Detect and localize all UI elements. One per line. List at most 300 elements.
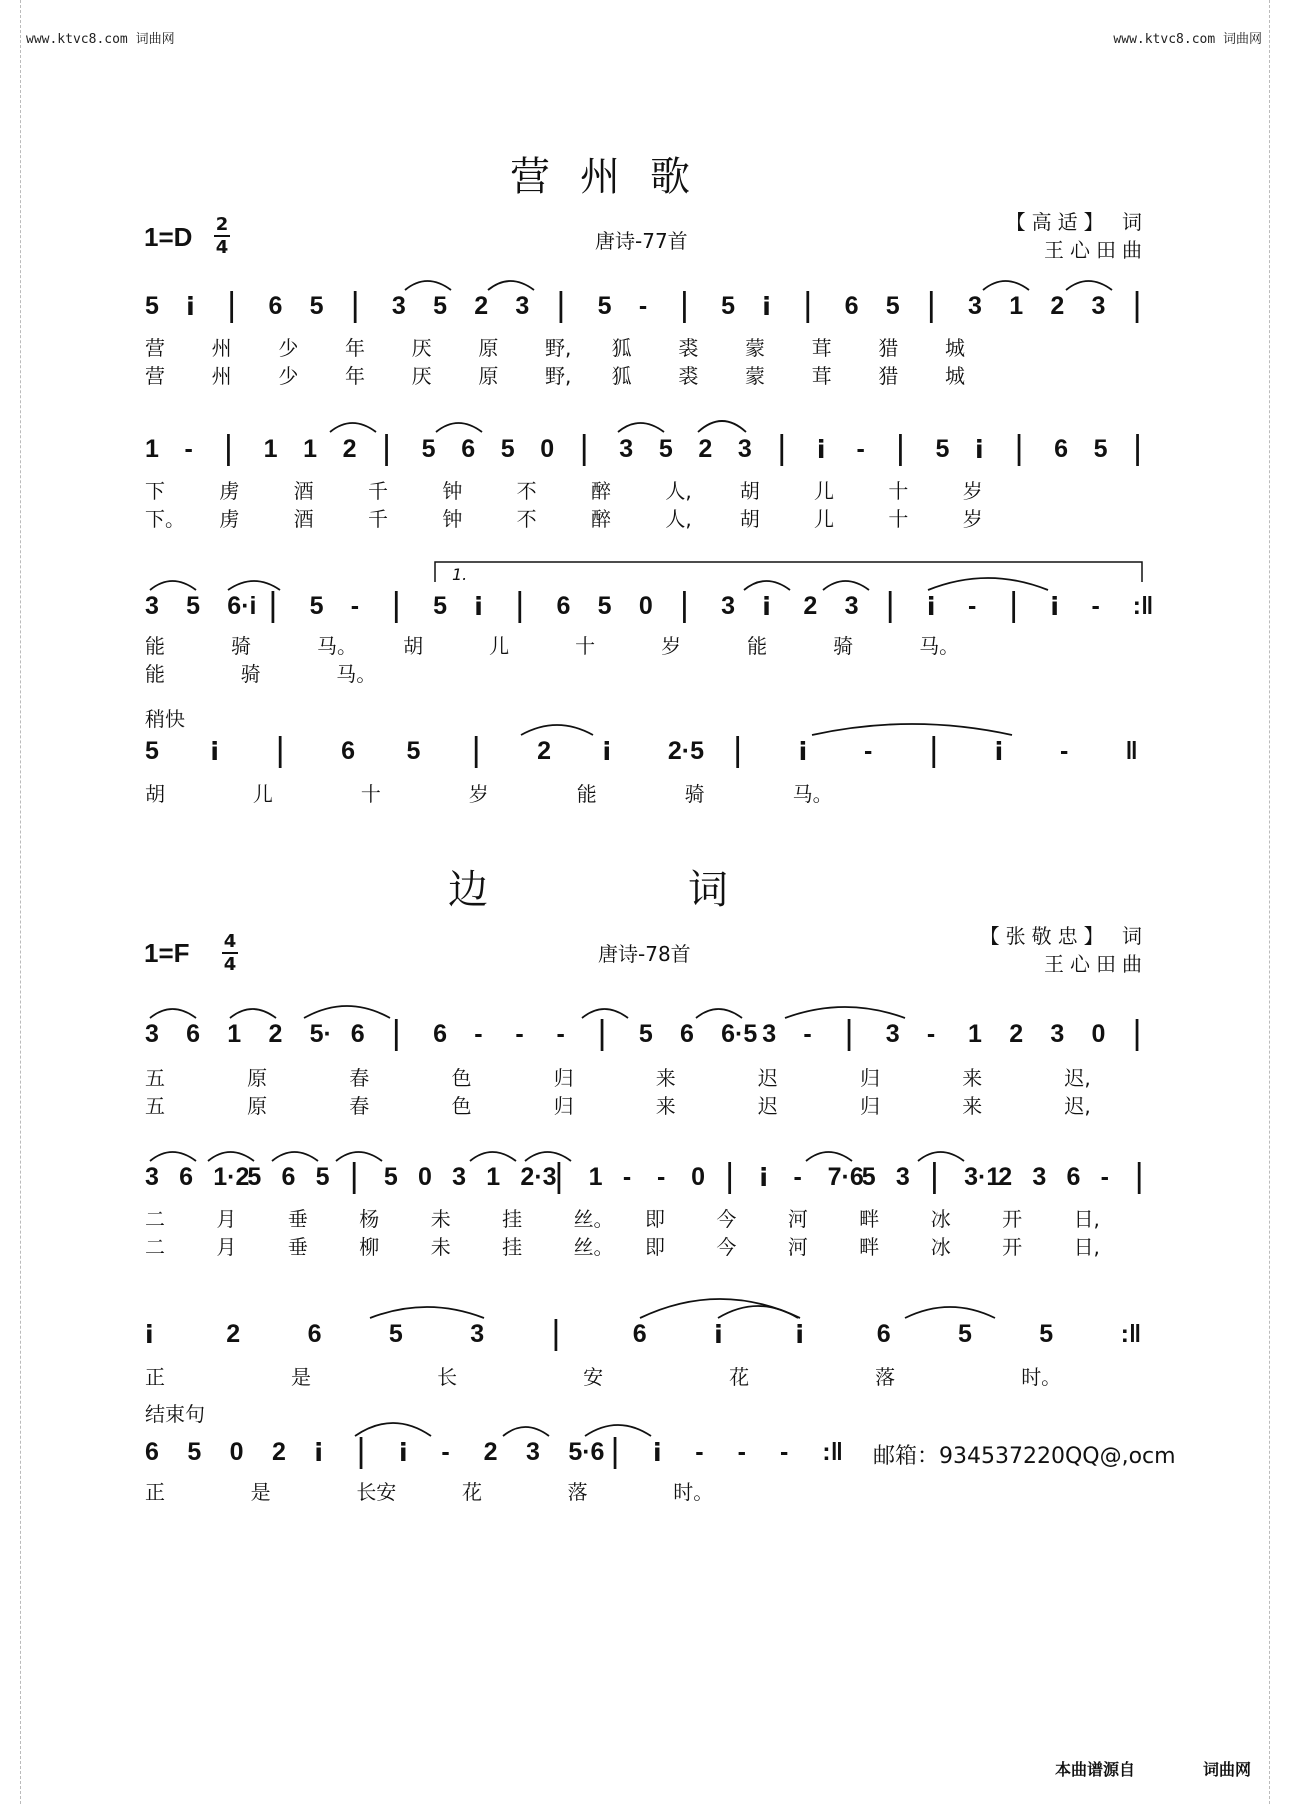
lyric-char: 垂 bbox=[287, 1207, 308, 1231]
barline: ‖ bbox=[1125, 737, 1138, 765]
jianpu-note: - bbox=[515, 1020, 524, 1048]
lyric-char: 柳 bbox=[359, 1235, 380, 1259]
lyric-char: 河 bbox=[787, 1235, 808, 1259]
barline: | bbox=[610, 1432, 620, 1470]
lyric-char: 花 bbox=[729, 1365, 750, 1389]
song1-composer: 王心田曲 bbox=[1044, 238, 1148, 262]
lyric-char: 茸 bbox=[811, 364, 832, 388]
jianpu-note: 5 bbox=[1093, 435, 1108, 463]
lyric-char: 猎 bbox=[878, 336, 899, 360]
lyric-char: 落 bbox=[875, 1365, 896, 1389]
jianpu-note: 6 bbox=[145, 1438, 159, 1466]
lyric-char: 即 bbox=[645, 1207, 665, 1231]
jianpu-note: 6 bbox=[433, 1020, 447, 1048]
jianpu-note: 5 bbox=[658, 435, 673, 463]
lyric-char: 十 bbox=[888, 507, 909, 531]
lyric-char: 今 bbox=[716, 1207, 737, 1231]
lyric-char: 迟, bbox=[1064, 1094, 1091, 1118]
jianpu-note: 5 bbox=[421, 435, 436, 463]
barline: :‖ bbox=[1132, 592, 1154, 620]
jianpu-note: 3 bbox=[844, 592, 859, 620]
jianpu-note: 3 bbox=[470, 1320, 485, 1348]
lyric-char: 厌 bbox=[411, 336, 432, 360]
jianpu-note: 3 bbox=[968, 292, 982, 320]
jianpu-note: - bbox=[793, 1163, 802, 1191]
jianpu-note: 3 bbox=[1050, 1020, 1065, 1048]
song2-credits bbox=[980, 922, 1148, 978]
lyric-char: 是 bbox=[291, 1365, 312, 1389]
barline: | bbox=[554, 1157, 564, 1195]
song2-line2-notes bbox=[145, 1157, 1145, 1203]
lyric-char: 月 bbox=[216, 1235, 237, 1259]
barline: | bbox=[349, 1157, 359, 1195]
jianpu-note: 6 bbox=[186, 1020, 201, 1048]
jianpu-note: - bbox=[1100, 1163, 1109, 1191]
barline: | bbox=[1133, 429, 1142, 467]
jianpu-note: 0 bbox=[691, 1163, 705, 1191]
jianpu-note: 3 bbox=[1091, 292, 1106, 320]
jianpu-note: 2·3 bbox=[520, 1163, 557, 1191]
jianpu-note: i bbox=[975, 435, 984, 464]
ending-label: 结束句 bbox=[145, 1402, 205, 1426]
barline: | bbox=[579, 429, 589, 467]
barline: | bbox=[1014, 429, 1024, 467]
lyric-char: 十 bbox=[888, 479, 909, 503]
jianpu-note: 3 bbox=[145, 592, 159, 620]
jianpu-note: 5 bbox=[500, 435, 515, 463]
lyric-char: 未 bbox=[430, 1207, 451, 1231]
lyric-char: 春 bbox=[349, 1066, 370, 1090]
jianpu-note: 3 bbox=[895, 1163, 910, 1191]
song2-title: 边词 bbox=[448, 867, 928, 913]
lyric-char: 挂 bbox=[502, 1207, 523, 1231]
lyric-char: 儿 bbox=[814, 479, 835, 503]
song2-lyricist: 【张敬忠】 词 bbox=[979, 924, 1148, 948]
song2-line1-lyrics-verse1 bbox=[145, 1062, 1145, 1088]
lyric-char: 野, bbox=[545, 336, 572, 360]
lyric-char: 千 bbox=[368, 479, 388, 503]
lyric-char: 长安 bbox=[356, 1480, 397, 1504]
jianpu-note: i bbox=[759, 1163, 768, 1192]
lyric-char: 狐 bbox=[611, 336, 632, 360]
barline: | bbox=[597, 1014, 607, 1052]
barline: | bbox=[1132, 286, 1142, 324]
lyric-char: 是 bbox=[250, 1480, 271, 1504]
lyric-char: 来 bbox=[655, 1066, 676, 1090]
lyric-char: 人, bbox=[665, 507, 692, 531]
lyric-char: 岁 bbox=[962, 479, 983, 503]
barline: | bbox=[391, 1014, 401, 1052]
jianpu-note: 5 bbox=[187, 1438, 202, 1466]
song2-line1-lyrics-verse2 bbox=[145, 1090, 1145, 1116]
jianpu-note: 6 bbox=[307, 1320, 322, 1348]
barline: | bbox=[515, 586, 525, 624]
right-dashed-margin bbox=[1269, 0, 1290, 1804]
lyric-char: 五 bbox=[145, 1066, 165, 1090]
lyric-char: 迟 bbox=[757, 1066, 778, 1090]
jianpu-note: i bbox=[795, 1320, 804, 1349]
lyric-char: 来 bbox=[655, 1094, 676, 1118]
lyric-char: 能 bbox=[145, 662, 165, 686]
barline: :‖ bbox=[822, 1438, 844, 1466]
song1-subtitle: 唐诗-77首 bbox=[595, 229, 688, 253]
lyric-char: 年 bbox=[345, 364, 365, 388]
song2-line3-notes bbox=[145, 1314, 1145, 1360]
jianpu-note: 3 bbox=[1032, 1163, 1047, 1191]
barline: | bbox=[926, 286, 936, 324]
barline: | bbox=[929, 1157, 939, 1195]
jianpu-note: 2 bbox=[226, 1320, 241, 1348]
lyric-char: 来 bbox=[962, 1066, 983, 1090]
jianpu-note: 2 bbox=[698, 435, 713, 463]
jianpu-note: - bbox=[1060, 737, 1069, 765]
jianpu-note: - bbox=[803, 1020, 812, 1048]
lyric-char: 能 bbox=[145, 634, 165, 658]
jianpu-note: 2 bbox=[483, 1438, 498, 1466]
jianpu-note: 6 bbox=[341, 737, 355, 765]
jianpu-note: 1 bbox=[263, 435, 278, 463]
song2-line2-lyrics-verse1 bbox=[145, 1203, 1145, 1229]
jianpu-note: 1 bbox=[486, 1163, 501, 1191]
jianpu-note: i bbox=[1050, 592, 1059, 621]
jianpu-note: 7·6 bbox=[827, 1163, 864, 1191]
barline: | bbox=[350, 286, 360, 324]
barline: | bbox=[268, 586, 278, 624]
jianpu-note: 5 bbox=[433, 292, 447, 320]
barline: | bbox=[356, 1432, 366, 1470]
barline: | bbox=[556, 286, 566, 324]
jianpu-note: - bbox=[474, 1020, 483, 1048]
jianpu-note: 3 bbox=[525, 1438, 540, 1466]
lyric-char: 挂 bbox=[502, 1235, 523, 1259]
jianpu-note: 6 bbox=[679, 1020, 694, 1048]
lyric-char: 日, bbox=[1073, 1235, 1100, 1259]
lyric-char: 今 bbox=[716, 1235, 737, 1259]
jianpu-note: 3 bbox=[391, 292, 406, 320]
song1-line2-lyrics-verse2 bbox=[145, 503, 1145, 529]
barline: | bbox=[382, 429, 391, 467]
jianpu-note: 3 bbox=[737, 435, 752, 463]
lyric-char: 骑 bbox=[240, 662, 261, 686]
lyric-char: 岁 bbox=[661, 634, 682, 658]
jianpu-note: 5 bbox=[958, 1320, 972, 1348]
barline: | bbox=[844, 1014, 854, 1052]
song2-composer: 王心田曲 bbox=[1044, 952, 1148, 976]
jianpu-note: 6 bbox=[179, 1163, 194, 1191]
jianpu-note: 5 bbox=[309, 292, 324, 320]
lyric-char: 来 bbox=[962, 1094, 983, 1118]
jianpu-note: 3 bbox=[145, 1020, 159, 1048]
lyric-char: 胡 bbox=[739, 479, 760, 503]
song2-line4-lyrics bbox=[145, 1476, 1145, 1502]
lyric-char: 日, bbox=[1073, 1207, 1100, 1231]
jianpu-note: 1 bbox=[227, 1020, 242, 1048]
jianpu-note: - bbox=[441, 1438, 450, 1466]
jianpu-note: 5 bbox=[145, 737, 159, 765]
jianpu-note: 5 bbox=[433, 592, 447, 620]
lyric-char: 归 bbox=[553, 1094, 574, 1118]
lyric-char: 醉 bbox=[591, 507, 612, 531]
lyric-char: 胡 bbox=[403, 634, 424, 658]
lyric-char: 杨 bbox=[359, 1207, 380, 1231]
lyric-char: 长 bbox=[437, 1365, 458, 1389]
song1-lyricist: 【高适】 词 bbox=[1005, 210, 1148, 234]
jianpu-note: 1 bbox=[145, 435, 159, 463]
jianpu-note: i bbox=[145, 1320, 154, 1349]
lyric-char: 未 bbox=[430, 1235, 451, 1259]
lyric-char: 丝。 bbox=[573, 1207, 614, 1231]
jianpu-note: - bbox=[622, 1163, 632, 1191]
lyric-char: 色 bbox=[451, 1094, 472, 1118]
jianpu-note: 1 bbox=[1009, 292, 1024, 320]
lyric-char: 酒 bbox=[293, 507, 314, 531]
jianpu-note: 5 bbox=[721, 292, 736, 320]
jianpu-note: i bbox=[762, 292, 771, 321]
lyric-char: 春 bbox=[349, 1094, 370, 1118]
lyric-char: 酒 bbox=[293, 479, 314, 503]
song1-line2-notes bbox=[145, 429, 1145, 475]
song1-line3-notes bbox=[145, 586, 1154, 632]
jianpu-note: 5 bbox=[309, 592, 324, 620]
jianpu-note: - bbox=[638, 292, 648, 320]
song1-key: 1=D bbox=[144, 222, 193, 252]
barline: | bbox=[895, 429, 905, 467]
lyric-char: 钟 bbox=[442, 479, 463, 503]
lyric-char: 月 bbox=[216, 1207, 237, 1231]
jianpu-note: 2 bbox=[998, 1163, 1013, 1191]
jianpu-note: 6 bbox=[268, 292, 283, 320]
barline: | bbox=[725, 1157, 735, 1195]
lyric-char: 二 bbox=[145, 1235, 165, 1259]
song2-time-signature: 4 4 bbox=[223, 931, 237, 975]
jianpu-note: i bbox=[210, 737, 219, 766]
lyric-char: 马。 bbox=[792, 782, 833, 806]
song2-line3-lyrics bbox=[145, 1361, 1145, 1387]
lyric-char: 开 bbox=[1002, 1235, 1023, 1259]
jianpu-note: 6 bbox=[1066, 1163, 1081, 1191]
jianpu-note: 3 bbox=[721, 592, 736, 620]
lyric-char: 儿 bbox=[814, 507, 835, 531]
jianpu-note: - bbox=[968, 592, 977, 620]
jianpu-note: 5 bbox=[935, 435, 950, 463]
barline: | bbox=[391, 586, 401, 624]
lyric-char: 钟 bbox=[442, 507, 463, 531]
jianpu-note: 5 bbox=[885, 292, 900, 320]
jianpu-note: 6 bbox=[1054, 435, 1068, 463]
lyric-char: 马。 bbox=[919, 634, 960, 658]
lyric-char: 岁 bbox=[468, 782, 489, 806]
jianpu-note: 5·6 bbox=[568, 1438, 605, 1466]
lyric-char: 骑 bbox=[684, 782, 705, 806]
jianpu-note: - bbox=[656, 1163, 666, 1191]
jianpu-note: - bbox=[863, 737, 873, 765]
jianpu-note: 5 bbox=[388, 1320, 403, 1348]
jianpu-note: i bbox=[762, 592, 771, 621]
barline: | bbox=[1132, 1014, 1142, 1052]
jianpu-note: 6 bbox=[281, 1163, 296, 1191]
jianpu-note: 0 bbox=[540, 435, 555, 463]
lyric-char: 州 bbox=[211, 364, 232, 388]
song1-line1-lyrics-verse2 bbox=[145, 360, 1145, 386]
lyric-char: 落 bbox=[567, 1480, 588, 1504]
lyric-char: 千 bbox=[368, 507, 388, 531]
lyric-char: 猎 bbox=[878, 364, 899, 388]
jianpu-note: - bbox=[1091, 592, 1100, 620]
jianpu-note: 5 bbox=[383, 1163, 398, 1191]
lyric-char: 少 bbox=[278, 336, 299, 360]
barline: | bbox=[679, 586, 689, 624]
jianpu-note: 6 bbox=[632, 1320, 647, 1348]
jianpu-note: 5 bbox=[247, 1163, 262, 1191]
jianpu-note: 2 bbox=[268, 1020, 283, 1048]
lyric-char: 虏 bbox=[219, 479, 240, 503]
jianpu-note: 5 bbox=[145, 292, 159, 320]
jianpu-note: 5 bbox=[861, 1163, 876, 1191]
footer-site[interactable]: 词曲网 bbox=[1203, 1760, 1252, 1779]
contact-email: 邮箱：934537220QQ@,ocm bbox=[873, 1444, 1176, 1469]
jianpu-note: 2 bbox=[342, 435, 357, 463]
lyric-char: 十 bbox=[575, 634, 596, 658]
lyric-char: 原 bbox=[478, 336, 499, 360]
jianpu-note: i bbox=[474, 592, 483, 621]
jianpu-note: 6·i bbox=[227, 592, 257, 620]
jianpu-note: 5· bbox=[309, 1020, 332, 1048]
jianpu-note: 5 bbox=[638, 1020, 653, 1048]
jianpu-note: 6 bbox=[350, 1020, 365, 1048]
lyric-char: 河 bbox=[787, 1207, 808, 1231]
song1-time-signature: 2 4 bbox=[215, 214, 229, 258]
barline: | bbox=[1134, 1157, 1144, 1195]
barline: | bbox=[227, 286, 237, 324]
jianpu-note: 1·2 bbox=[213, 1163, 250, 1191]
lyric-char: 时。 bbox=[1021, 1365, 1062, 1389]
jianpu-note: 3 bbox=[762, 1020, 777, 1048]
lyric-char: 二 bbox=[145, 1207, 165, 1231]
lyric-char: 胡 bbox=[145, 782, 165, 806]
lyric-char: 归 bbox=[860, 1066, 881, 1090]
jianpu-note: 6 bbox=[876, 1320, 891, 1348]
jianpu-note: i bbox=[602, 737, 612, 766]
lyric-char: 厌 bbox=[411, 364, 432, 388]
lyric-char: 原 bbox=[247, 1094, 268, 1118]
lyric-char: 裘 bbox=[678, 336, 699, 360]
volta-number: 1. bbox=[452, 565, 468, 584]
jianpu-note: 6 bbox=[461, 435, 476, 463]
song1-line3-lyrics-verse1 bbox=[145, 630, 1145, 656]
song2-subtitle: 唐诗-78首 bbox=[598, 942, 691, 966]
jianpu-note: 6·5 bbox=[721, 1020, 758, 1048]
jianpu-note: 1 bbox=[588, 1163, 603, 1191]
lyric-char: 原 bbox=[247, 1066, 268, 1090]
footer-source: 本曲谱源自 bbox=[1055, 1760, 1136, 1779]
jianpu-note: i bbox=[994, 737, 1004, 766]
lyric-char: 开 bbox=[1002, 1207, 1023, 1231]
jianpu-note: i bbox=[314, 1438, 323, 1467]
lyric-char: 能 bbox=[576, 782, 597, 806]
barline: | bbox=[471, 731, 481, 769]
lyric-char: 十 bbox=[360, 782, 381, 806]
lyric-char: 迟 bbox=[757, 1094, 778, 1118]
lyric-char: 原 bbox=[478, 364, 499, 388]
barline: | bbox=[885, 586, 895, 624]
song1-line3-lyrics-verse2 bbox=[145, 658, 1145, 684]
barline: | bbox=[929, 731, 939, 769]
lyric-char: 人, bbox=[665, 479, 692, 503]
lyric-char: 丝。 bbox=[573, 1235, 614, 1259]
jianpu-note: - bbox=[737, 1438, 746, 1466]
jianpu-note: i bbox=[798, 737, 808, 766]
lyric-char: 能 bbox=[747, 634, 768, 658]
jianpu-note: i bbox=[714, 1320, 723, 1349]
barline: | bbox=[733, 731, 743, 769]
jianpu-note: 1 bbox=[968, 1020, 982, 1048]
jianpu-note: 0 bbox=[229, 1438, 244, 1466]
jianpu-note: 5 bbox=[406, 737, 421, 765]
song1-line2-lyrics-verse1 bbox=[145, 475, 1145, 501]
lyric-char: 野, bbox=[545, 364, 572, 388]
lyric-char: 正 bbox=[145, 1365, 165, 1389]
lyric-char: 色 bbox=[451, 1066, 472, 1090]
barline: | bbox=[224, 429, 233, 467]
jianpu-note: 3 bbox=[619, 435, 634, 463]
lyric-char: 城 bbox=[945, 336, 965, 360]
song1-line4-notes bbox=[145, 731, 1145, 777]
lyric-char: 下 bbox=[145, 479, 165, 503]
lyric-char: 归 bbox=[553, 1066, 574, 1090]
jianpu-note: - bbox=[184, 435, 193, 463]
barline: | bbox=[679, 286, 689, 324]
jianpu-note: i bbox=[926, 592, 936, 621]
jianpu-note: 5 bbox=[597, 592, 612, 620]
barline: :‖ bbox=[1120, 1320, 1142, 1348]
jianpu-note: 5 bbox=[597, 292, 612, 320]
lyric-char: 冰 bbox=[930, 1235, 951, 1259]
lyric-char: 骑 bbox=[231, 634, 252, 658]
lyric-char: 马。 bbox=[317, 634, 358, 658]
lyric-char: 下。 bbox=[145, 507, 185, 531]
barline: | bbox=[551, 1314, 561, 1352]
jianpu-note: - bbox=[556, 1020, 565, 1048]
jianpu-note: 2 bbox=[474, 292, 489, 320]
lyric-char: 儿 bbox=[252, 782, 273, 806]
lyric-char: 不 bbox=[516, 507, 537, 531]
jianpu-note: 2 bbox=[803, 592, 818, 620]
song1-credits bbox=[1006, 208, 1148, 264]
lyric-char: 安 bbox=[583, 1365, 604, 1389]
lyric-char: 骑 bbox=[833, 634, 854, 658]
jianpu-note: 5 bbox=[1039, 1320, 1054, 1348]
tempo-marking: 稍快 bbox=[145, 707, 185, 731]
barline: | bbox=[803, 286, 813, 324]
barline: | bbox=[275, 731, 285, 769]
lyric-char: 马。 bbox=[336, 662, 377, 686]
lyric-char: 即 bbox=[645, 1235, 665, 1259]
song2-key: 1=F bbox=[144, 938, 190, 968]
lyric-char: 岁 bbox=[962, 507, 983, 531]
left-dashed-margin bbox=[0, 0, 21, 1804]
barline: | bbox=[1009, 586, 1019, 624]
jianpu-note: 0 bbox=[1091, 1020, 1106, 1048]
jianpu-note: - bbox=[856, 435, 865, 463]
jianpu-note: 3 bbox=[145, 1163, 159, 1191]
barline: | bbox=[777, 429, 787, 467]
song1-line1-notes bbox=[145, 286, 1145, 332]
lyric-char: 时。 bbox=[673, 1480, 714, 1504]
jianpu-note: - bbox=[350, 592, 360, 620]
jianpu-note: i bbox=[816, 435, 826, 464]
lyric-char: 畔 bbox=[859, 1235, 880, 1259]
lyric-char: 茸 bbox=[811, 336, 832, 360]
